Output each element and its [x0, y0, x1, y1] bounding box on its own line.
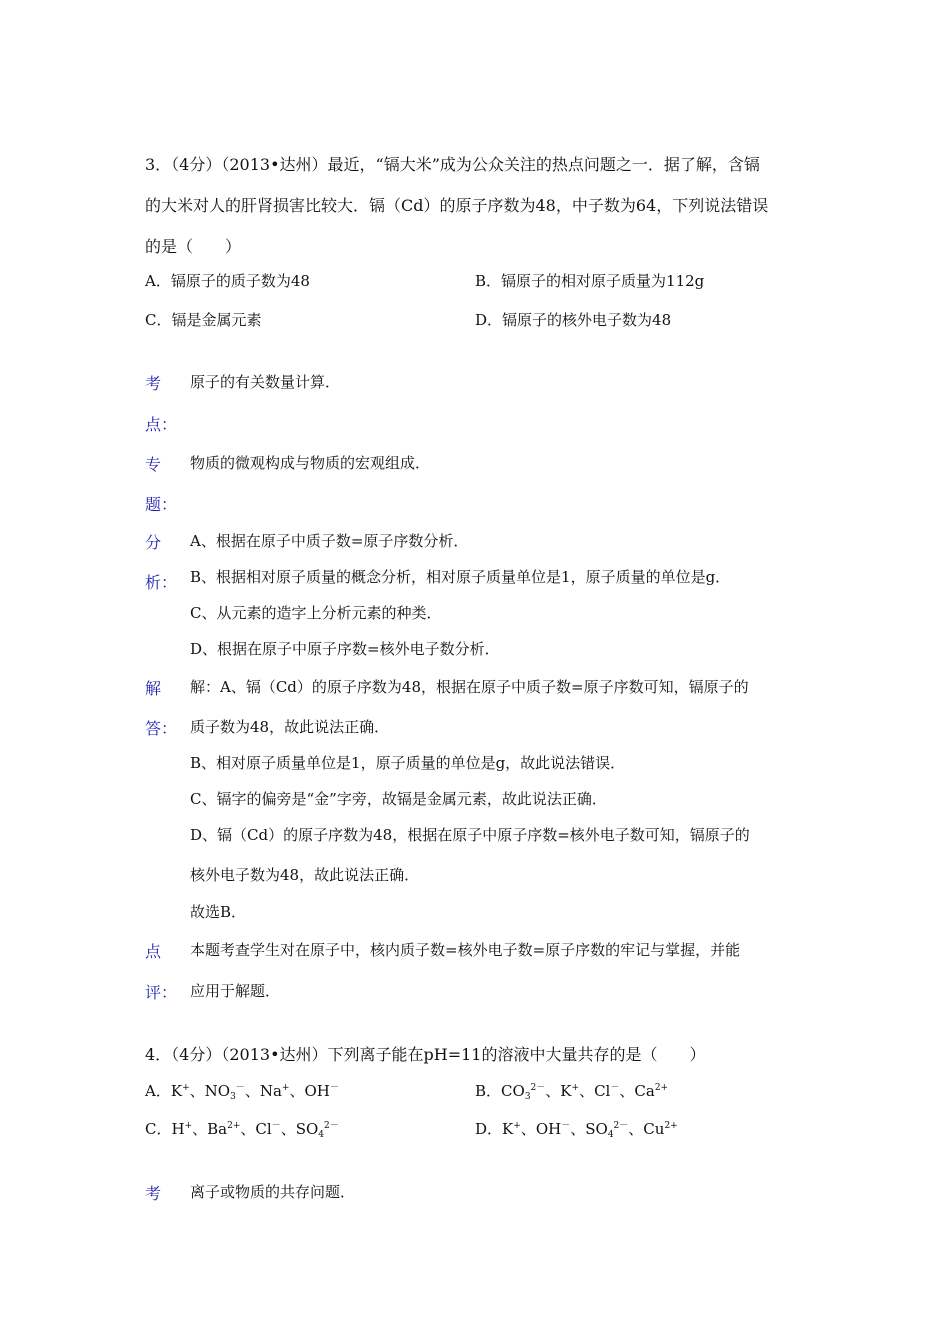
q4-stem: 4．（4分）（2013•达州）下列离子能在pH=11的溶液中大量共存的是（ ） [145, 1045, 706, 1064]
q4-kaodian-text: 离子或物质的共存问题． [190, 1183, 356, 1201]
q3-jieda-line-7: 故选B． [190, 903, 247, 921]
q3-zhuanti-label-2: 题： [145, 495, 178, 514]
q3-dianping-label-2: 评： [145, 983, 178, 1002]
q3-dianping-label-1: 点 [145, 942, 162, 961]
q3-fenxi-label-1: 分 [145, 533, 162, 552]
q4-option-c: C．H+、$Ba^{2+}$、Cl－、$SO_4^{2-}$ [145, 1120, 339, 1140]
q3-zhuanti-label-1: 专 [145, 455, 162, 474]
q3-option-d: D．镉原子的核外电子数为48 [475, 311, 672, 329]
q4-kaodian-label-1: 考 [145, 1184, 162, 1203]
q3-stem-line-2: 的大米对人的肝肾损害比较大．镉（Cd）的原子序数为48，中子数为64，下列说法错误 [145, 196, 769, 215]
q3-jieda-line-4: C、镉字的偏旁是“金”字旁，故镉是金属元素，故此说法正确． [190, 790, 607, 808]
q3-option-b: B．镉原子的相对原子质量为112g [475, 272, 705, 290]
q4-option-a: A．K+、$NO_3^-$、Na+、OH－ [145, 1082, 339, 1102]
q3-fenxi-line-d: D、根据在原子中原子序数=核外电子数分析． [190, 640, 500, 658]
q3-jieda-line-6: 核外电子数为48，故此说法正确． [190, 866, 420, 884]
q3-zhuanti-text: 物质的微观构成与物质的宏观组成． [190, 454, 431, 472]
q3-fenxi-line-b: B、根据相对原子质量的概念分析，相对原子质量单位是1，原子质量的单位是g． [190, 568, 731, 586]
q3-option-a: A．镉原子的质子数为48 [145, 272, 310, 290]
q3-dianping-line-2: 应用于解题． [190, 982, 281, 1000]
q3-fenxi-line-c: C、从元素的造字上分析元素的种类． [190, 604, 442, 622]
q4-option-b: B．$CO_3^{2-}$、K+、Cl－、$Ca^{2+}$ [475, 1082, 669, 1102]
q3-jieda-line-1: 解：A、镉（Cd）的原子序数为48，根据在原子中质子数=原子序数可知，镉原子的 [190, 678, 749, 696]
q3-option-c: C．镉是金属元素 [145, 311, 262, 329]
q3-jieda-line-2: 质子数为48，故此说法正确． [190, 718, 390, 736]
q3-stem-line-1: 3．（4分）（2013•达州）最近，“镉大米”成为公众关注的热点问题之一．据了解，含镉 [145, 155, 760, 174]
q3-jieda-label-1: 解 [145, 679, 162, 698]
q3-kaodian-label-2: 点： [145, 415, 178, 434]
q3-kaodian-text: 原子的有关数量计算． [190, 373, 341, 391]
q3-fenxi-label-2: 析： [145, 573, 178, 592]
q3-kaodian-label-1: 考 [145, 374, 162, 393]
q3-jieda-label-2: 答： [145, 719, 178, 738]
q4-option-d: D．K+、OH－、$SO_4^{2-}$、$Cu^{2+}$ [475, 1120, 678, 1140]
q3-dianping-line-1: 本题考查学生对在原子中，核内质子数=核外电子数=原子序数的牢记与掌握，并能 [190, 941, 741, 959]
q3-fenxi-line-a: A、根据在原子中质子数=原子序数分析． [190, 532, 469, 550]
q3-jieda-line-5: D、镉（Cd）的原子序数为48，根据在原子中原子序数=核外电子数可知，镉原子的 [190, 826, 750, 844]
q3-jieda-line-3: B、相对原子质量单位是1，原子质量的单位是g，故此说法错误． [190, 754, 626, 772]
q3-stem-line-3: 的是（ ） [145, 237, 242, 256]
